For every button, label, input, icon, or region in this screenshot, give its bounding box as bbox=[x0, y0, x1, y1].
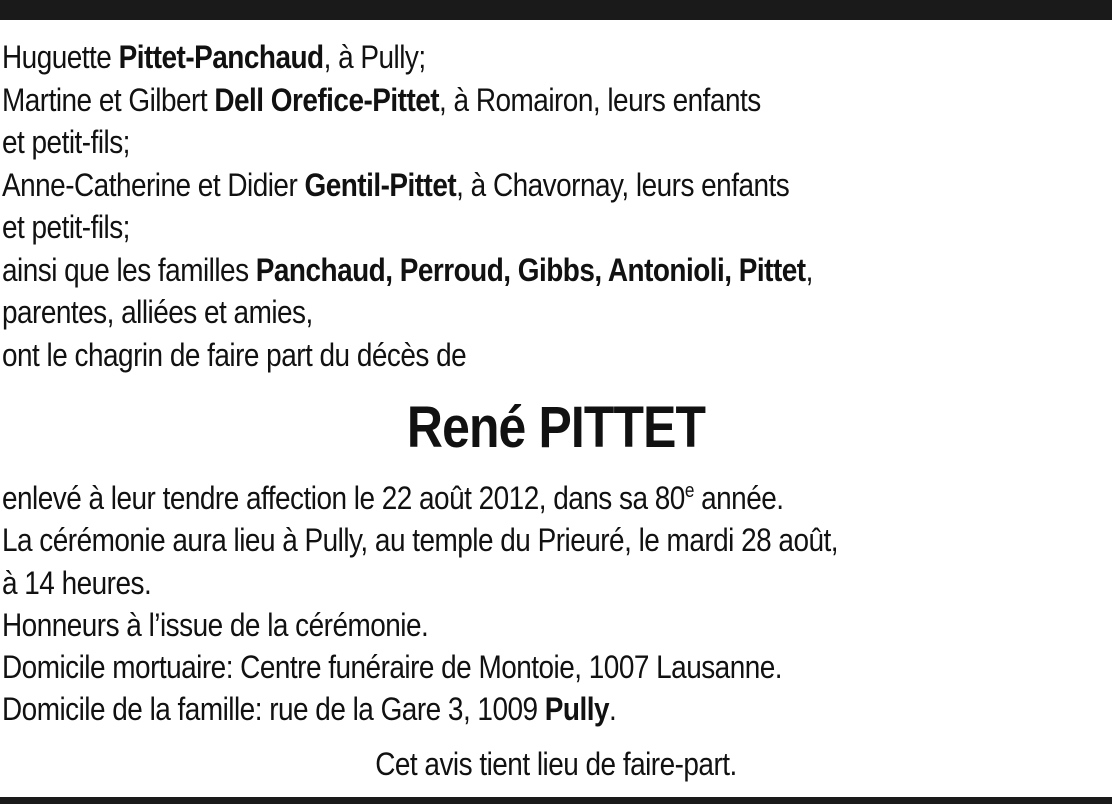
family-line-7: parentes, alliées et amies, bbox=[2, 294, 313, 330]
details-line-2: La cérémonie aura lieu à Pully, au temple du Prieuré, le mardi 28 août, bbox=[2, 522, 839, 559]
family-name-bold: Gentil-Pittet bbox=[304, 166, 457, 203]
details-line-6 bbox=[2, 688, 955, 730]
text: Domicile de la famille: rue de la Gare 3, 1009 bbox=[2, 691, 545, 728]
bottom-rule bbox=[0, 797, 1112, 804]
family-line-2 bbox=[2, 79, 955, 122]
top-rule bbox=[0, 0, 1112, 20]
text: . bbox=[609, 691, 617, 728]
family-announcement bbox=[2, 36, 955, 376]
family-line-6 bbox=[2, 249, 955, 292]
text: Martine et Gilbert bbox=[2, 81, 215, 118]
closing-note: Cet avis tient lieu de faire-part. bbox=[375, 746, 737, 782]
family-name-bold: Pittet-Panchaud bbox=[118, 39, 324, 75]
text: ainsi que les familles bbox=[2, 251, 256, 288]
text: , bbox=[805, 251, 813, 288]
family-line-8: ont le chagrin de faire part du décès de bbox=[2, 336, 467, 373]
deceased-name: René PITTET bbox=[406, 395, 706, 460]
family-line-4 bbox=[2, 164, 955, 207]
family-names-bold: Panchaud, Perroud, Gibbs, Antonioli, Pittet bbox=[255, 251, 806, 288]
details-line-3: à 14 heures. bbox=[2, 564, 152, 601]
details-line-5: Domicile mortuaire: Centre funéraire de Montoie, 1007 Lausanne. bbox=[2, 649, 783, 686]
ordinal-superscript: e bbox=[684, 480, 694, 502]
family-line-5: et petit-fils; bbox=[2, 209, 130, 245]
family-line-3: et petit-fils; bbox=[2, 124, 130, 160]
text: , à Romairon, leurs enfants bbox=[439, 81, 761, 118]
family-line-1 bbox=[2, 36, 955, 79]
text: année. bbox=[693, 480, 784, 516]
text: enlevé à leur tendre affection le 22 août 2012, dans sa 80 bbox=[2, 480, 685, 516]
text: , à Chavornay, leurs enfants bbox=[456, 166, 790, 203]
details-line-4: Honneurs à l’issue de la cérémonie. bbox=[2, 606, 429, 643]
text: Huguette bbox=[2, 39, 119, 75]
details-line-1 bbox=[2, 477, 955, 519]
text: Anne-Catherine et Didier bbox=[2, 166, 305, 203]
ceremony-details bbox=[2, 477, 955, 731]
text: , à Pully; bbox=[323, 39, 426, 75]
place-bold: Pully bbox=[544, 691, 610, 728]
family-name-bold: Dell Orefice-Pittet bbox=[214, 81, 440, 118]
